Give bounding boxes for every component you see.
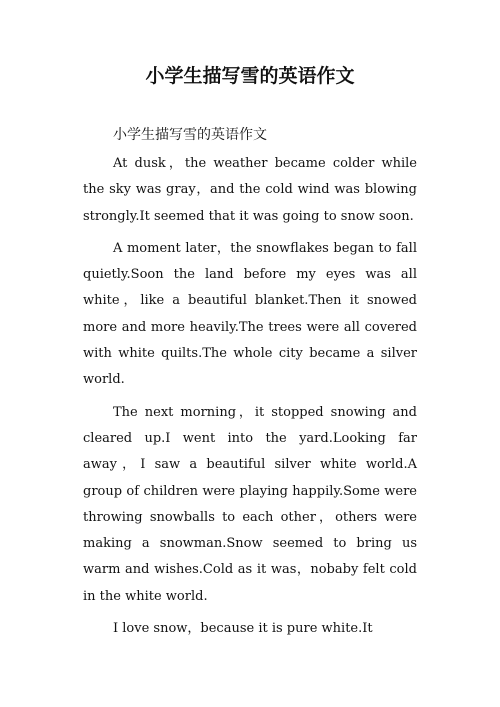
paragraph-3: The next morning，it stopped snowing and cleared up.I went into the yard.Looking far away，I saw a beautiful silver white world.A group of children were playing happily.Some were throwing snowballs to each other，others were making a snowman.Snow seemed to bring us warm and wishes.Cold as it was，nobaby felt cold in the white world. [83,404,417,604]
document-title: 小学生描写雪的英语作文 [145,65,355,87]
paragraph-4: I love snow，because it is pure white.It [113,621,373,637]
paragraph-1: At dusk，the weather became colder while the sky was gray，and the cold wind was blowing strongly.It seemed that it was going to snow soon. [83,156,417,224]
document-subtitle: 小学生描写雪的英语作文 [113,127,267,143]
paragraph-2: A moment later，the snowflakes began to fall quietly.Soon the land before my eyes was all white，like a beautiful blanket.Then it snowed more and more heavily.The trees were all covered with white quilts.The whole city became a silver world. [83,240,417,388]
document-body [83,151,417,648]
